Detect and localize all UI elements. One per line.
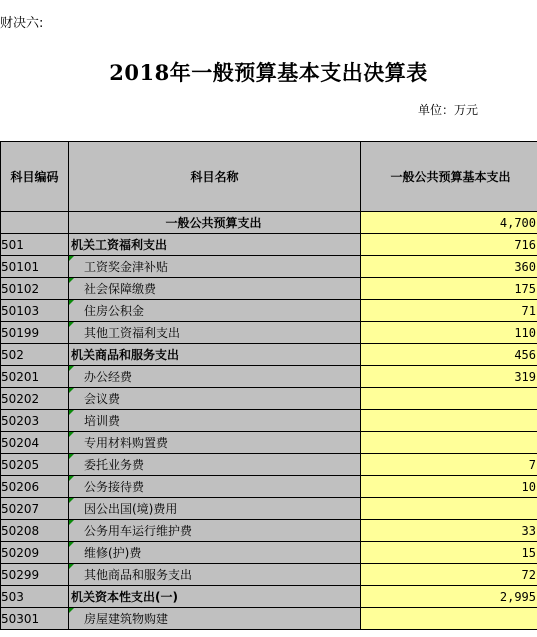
text-format-indicator-icon	[69, 476, 74, 481]
cell-code[interactable]: 50199	[1, 322, 69, 344]
cell-code[interactable]: 502	[1, 344, 69, 366]
cell-name-text: 办公经费	[84, 370, 133, 384]
column-header-amount: 一般公共预算基本支出	[361, 142, 537, 212]
cell-code[interactable]: 50209	[1, 542, 69, 564]
cell-amount[interactable]: 319	[361, 366, 537, 388]
table-row[interactable]	[1, 322, 537, 344]
cell-name[interactable]	[69, 432, 361, 454]
table-row[interactable]	[1, 410, 537, 432]
text-format-indicator-icon	[69, 608, 74, 613]
cell-name-text: 因公出国(境)费用	[84, 502, 178, 516]
cell-name[interactable]	[69, 564, 361, 586]
cell-name[interactable]	[69, 608, 361, 630]
text-format-indicator-icon	[69, 542, 74, 547]
cell-code[interactable]: 503	[1, 586, 69, 608]
table-row[interactable]	[1, 212, 537, 234]
text-format-indicator-icon	[69, 564, 74, 569]
text-format-indicator-icon	[69, 366, 74, 371]
text-format-indicator-icon	[69, 520, 74, 525]
table-row[interactable]	[1, 234, 537, 256]
text-format-indicator-icon	[69, 388, 74, 393]
table-row[interactable]	[1, 564, 537, 586]
budget-table	[0, 141, 537, 630]
cell-name[interactable]	[69, 256, 361, 278]
cell-name-text: 住房公积金	[84, 304, 145, 318]
cell-amount[interactable]: 71	[361, 300, 537, 322]
cell-name-text: 公务用车运行维护费	[84, 524, 193, 538]
cell-amount[interactable]	[361, 432, 537, 454]
table-row[interactable]	[1, 498, 537, 520]
cell-code[interactable]: 501	[1, 234, 69, 256]
column-header-name: 科目名称	[69, 142, 361, 212]
cell-name-text: 工资奖金津补贴	[84, 260, 169, 274]
cell-code[interactable]: 50206	[1, 476, 69, 498]
cell-code[interactable]: 50202	[1, 388, 69, 410]
cell-name[interactable]	[69, 586, 361, 608]
cell-name[interactable]	[69, 366, 361, 388]
cell-name[interactable]	[69, 542, 361, 564]
cell-name[interactable]	[69, 234, 361, 256]
sheet-code-note: 财决六:	[0, 16, 44, 31]
cell-name-text: 房屋建筑物购建	[84, 612, 169, 626]
cell-amount[interactable]: 7	[361, 454, 537, 476]
text-format-indicator-icon	[69, 278, 74, 283]
cell-name[interactable]	[69, 322, 361, 344]
cell-name-text: 维修(护)费	[84, 546, 142, 560]
cell-amount[interactable]: 716	[361, 234, 537, 256]
text-format-indicator-icon	[69, 322, 74, 327]
cell-name[interactable]	[69, 278, 361, 300]
cell-code[interactable]: 50299	[1, 564, 69, 586]
cell-name-text: 机关工资福利支出	[71, 238, 168, 252]
cell-amount[interactable]: 10	[361, 476, 537, 498]
table-row[interactable]	[1, 454, 537, 476]
cell-name-text: 其他工资福利支出	[84, 326, 181, 340]
cell-name[interactable]	[69, 454, 361, 476]
cell-code[interactable]: 50301	[1, 608, 69, 630]
cell-code[interactable]: 50204	[1, 432, 69, 454]
table-row[interactable]	[1, 432, 537, 454]
cell-amount[interactable]	[361, 410, 537, 432]
table-row[interactable]	[1, 300, 537, 322]
cell-amount[interactable]: 4,700	[361, 212, 537, 234]
cell-amount[interactable]: 15	[361, 542, 537, 564]
cell-amount[interactable]: 110	[361, 322, 537, 344]
cell-code[interactable]: 50102	[1, 278, 69, 300]
cell-name-text: 机关资本性支出(一)	[71, 590, 178, 604]
table-row[interactable]	[1, 586, 537, 608]
table-row[interactable]	[1, 520, 537, 542]
cell-name[interactable]	[69, 476, 361, 498]
cell-code[interactable]: 50103	[1, 300, 69, 322]
cell-name-text: 机关商品和服务支出	[71, 348, 180, 362]
cell-code[interactable]: 50205	[1, 454, 69, 476]
table-row[interactable]	[1, 388, 537, 410]
text-format-indicator-icon	[69, 256, 74, 261]
cell-name[interactable]	[69, 498, 361, 520]
cell-name-text: 委托业务费	[84, 458, 145, 472]
cell-name[interactable]	[69, 344, 361, 366]
cell-code[interactable]: 50201	[1, 366, 69, 388]
budget-table-container	[0, 141, 537, 630]
cell-code[interactable]: 50208	[1, 520, 69, 542]
cell-amount[interactable]: 360	[361, 256, 537, 278]
table-body	[1, 212, 537, 630]
text-format-indicator-icon	[69, 432, 74, 437]
cell-name-text: 一般公共预算支出	[165, 216, 262, 230]
cell-code[interactable]: 50203	[1, 410, 69, 432]
unit-label: 单位：万元	[418, 103, 479, 117]
cell-name[interactable]	[69, 520, 361, 542]
cell-amount[interactable]: 456	[361, 344, 537, 366]
table-row[interactable]	[1, 476, 537, 498]
text-format-indicator-icon	[69, 498, 74, 503]
cell-name[interactable]	[69, 388, 361, 410]
cell-name[interactable]	[69, 212, 361, 234]
cell-amount[interactable]	[361, 498, 537, 520]
table-row[interactable]	[1, 542, 537, 564]
cell-amount[interactable]: 175	[361, 278, 537, 300]
text-format-indicator-icon	[69, 300, 74, 305]
cell-code[interactable]	[1, 212, 69, 234]
text-format-indicator-icon	[69, 410, 74, 415]
cell-amount[interactable]: 72	[361, 564, 537, 586]
table-header-row	[1, 142, 537, 212]
cell-name-text: 会议费	[84, 392, 121, 406]
table-row[interactable]	[1, 278, 537, 300]
cell-name[interactable]	[69, 300, 361, 322]
cell-amount[interactable]: 2,995	[361, 586, 537, 608]
cell-amount[interactable]	[361, 388, 537, 410]
cell-code[interactable]: 50207	[1, 498, 69, 520]
cell-amount[interactable]	[361, 608, 537, 630]
text-format-indicator-icon	[69, 454, 74, 459]
table-row[interactable]	[1, 256, 537, 278]
column-header-code: 科目编码	[1, 142, 69, 212]
cell-name-text: 培训费	[84, 414, 121, 428]
table-row[interactable]	[1, 344, 537, 366]
table-row[interactable]	[1, 608, 537, 630]
cell-name-text: 公务接待费	[84, 480, 145, 494]
cell-amount[interactable]: 33	[361, 520, 537, 542]
cell-name-text: 社会保障缴费	[84, 282, 157, 296]
cell-code[interactable]: 50101	[1, 256, 69, 278]
cell-name[interactable]	[69, 410, 361, 432]
cell-name-text: 专用材料购置费	[84, 436, 169, 450]
page-title: 2018年一般预算基本支出决算表	[109, 60, 428, 85]
cell-name-text: 其他商品和服务支出	[84, 568, 193, 582]
table-row[interactable]	[1, 366, 537, 388]
